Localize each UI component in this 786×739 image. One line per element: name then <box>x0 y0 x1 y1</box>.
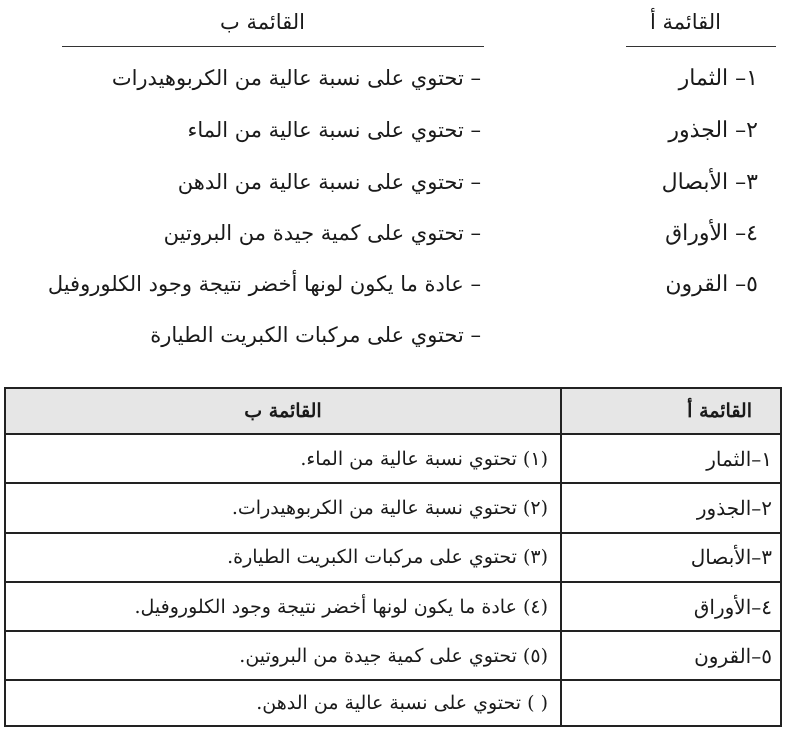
table-cell-list-b: (١) تحتوي نسبة عالية من الماء. <box>5 434 561 483</box>
list-a-item: ٥– القرون <box>665 272 758 297</box>
table-cell-list-a: ٢–الجذور <box>561 483 781 532</box>
list-b-header: القائمة ب <box>220 10 305 34</box>
table-header-list-b: القائمة ب <box>5 388 561 434</box>
table-row <box>5 533 781 582</box>
table-cell-list-a: ٤–الأوراق <box>561 582 781 631</box>
list-a-item: ٢– الجذور <box>668 118 758 143</box>
list-b-item: – تحتوي على كمية جيدة من البروتين <box>163 221 481 245</box>
list-a-header-underline <box>626 46 776 47</box>
table-cell-list-a: ٥–القرون <box>561 631 781 680</box>
list-a-header: القائمة أ <box>650 10 722 34</box>
list-b-item: – تحتوي على نسبة عالية من الدهن <box>177 170 481 194</box>
list-b-item: – عادة ما يكون لونها أخضر نتيجة وجود الكلوروفيل <box>47 272 481 296</box>
table-cell-list-b: (٣) تحتوي على مركبات الكبريت الطيارة. <box>5 533 561 582</box>
table-cell-list-a <box>561 680 781 726</box>
list-b-item: – تحتوي على نسبة عالية من الكربوهيدرات <box>111 66 481 90</box>
table-row <box>5 483 781 532</box>
answer-table <box>4 387 782 727</box>
table-header-list-a: القائمة أ <box>561 388 781 434</box>
table-row <box>5 434 781 483</box>
table-row <box>5 582 781 631</box>
table-cell-list-b: (٢) تحتوي نسبة عالية من الكربوهيدرات. <box>5 483 561 532</box>
list-b-item: – تحتوي على مركبات الكبريت الطيارة <box>150 323 481 347</box>
table-cell-list-b: (٤) عادة ما يكون لونها أخضر نتيجة وجود الكلوروفيل. <box>5 582 561 631</box>
list-b-item: – تحتوي على نسبة عالية من الماء <box>187 118 481 142</box>
table-cell-list-b: ( ) تحتوي على نسبة عالية من الدهن. <box>5 680 561 726</box>
table-cell-list-a: ١–الثمار <box>561 434 781 483</box>
list-a-item: ٣– الأبصال <box>661 170 758 195</box>
table-row <box>5 631 781 680</box>
list-b-header-underline <box>62 46 484 47</box>
table-header-row <box>5 388 781 434</box>
list-a-item: ٤– الأوراق <box>665 221 758 246</box>
table-row <box>5 680 781 726</box>
table-cell-list-a: ٣–الأبصال <box>561 533 781 582</box>
list-a-item: ١– الثمار <box>678 66 758 91</box>
table-cell-list-b: (٥) تحتوي على كمية جيدة من البروتين. <box>5 631 561 680</box>
answer-table-grid <box>4 387 782 727</box>
